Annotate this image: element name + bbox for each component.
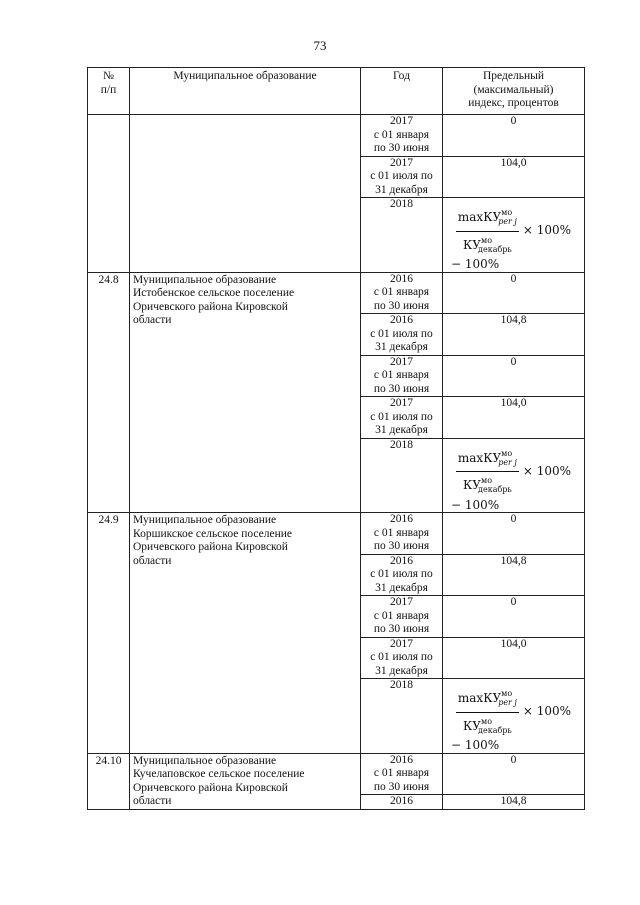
formula <box>443 447 584 497</box>
table-header-row <box>88 68 585 115</box>
row-number: 24.8 <box>88 272 130 513</box>
fraction <box>456 206 519 256</box>
numerator: maxКУ$^{мо}_{per j}$ <box>456 206 519 232</box>
numerator: maxКУ$^{мо}_{per j}$ <box>456 687 519 713</box>
numerator-sup: мо <box>501 208 513 217</box>
index-value: 0 <box>443 272 585 314</box>
denominator: $КУ^{мо}_{декабрь}$ <box>463 716 512 735</box>
formula-block <box>443 206 584 272</box>
formula-minus: − 100% <box>451 257 500 271</box>
index-table <box>87 67 585 810</box>
fraction <box>456 447 519 497</box>
period-year: 2017 с 01 июля по 31 декабря <box>361 637 443 679</box>
period-year: 2017 с 01 июля по 31 декабря <box>361 156 443 198</box>
period-year: 2017 с 01 января по 30 июня <box>361 355 443 397</box>
index-value: 104,8 <box>443 795 585 810</box>
index-value: 0 <box>443 355 585 397</box>
index-value: 104,0 <box>443 397 585 439</box>
row-number: 24.9 <box>88 513 130 754</box>
period-year: 2017 с 01 июля по 31 декабря <box>361 397 443 439</box>
period-year: 2016 с 01 июля по 31 декабря <box>361 314 443 356</box>
formula <box>443 206 584 256</box>
period-year: 2016 с 01 января по 30 июня <box>361 513 443 555</box>
numerator: maxКУ$^{мо}_{per j}$ <box>456 447 519 473</box>
denominator: $КУ^{мо}_{декабрь}$ <box>463 476 512 494</box>
formula-block <box>443 687 584 753</box>
index-value: 104,0 <box>443 156 585 198</box>
period-year: 2016 с 01 января по 30 июня <box>361 272 443 314</box>
index-value: 0 <box>443 513 585 555</box>
row-number <box>88 115 130 273</box>
index-value: 0 <box>443 753 585 795</box>
header-number: № п/п <box>88 68 130 115</box>
period-year: 2018 <box>361 198 443 273</box>
table-row <box>88 753 585 795</box>
formula-block <box>443 447 584 513</box>
header-year: Год <box>361 68 443 115</box>
formula-minus: − 100% <box>451 497 500 512</box>
index-value <box>443 198 585 273</box>
denominator-sub: декабрь <box>478 244 512 254</box>
municipality-name <box>130 115 361 273</box>
denominator-sup: мо <box>480 716 493 726</box>
table-row <box>88 513 585 555</box>
index-value: 0 <box>443 596 585 638</box>
municipality-name: Муниципальное образование Коршикское сельское поселение Оричевского района Кировской области <box>130 513 361 754</box>
table-body <box>88 115 585 810</box>
formula <box>443 687 584 737</box>
numerator-sup: мо <box>501 448 513 458</box>
period-year: 2016 с 01 января по 30 июня <box>361 753 443 795</box>
denominator-sub: декабрь <box>478 485 512 494</box>
numerator-sub: per j <box>498 457 517 467</box>
numerator-sub: per j <box>498 217 517 226</box>
period-year: 2018 <box>361 679 443 754</box>
formula-minus: − 100% <box>451 738 500 752</box>
index-value: 0 <box>443 115 585 157</box>
header-municipality: Муниципальное образование <box>130 68 361 115</box>
page-number: 73 <box>313 38 327 53</box>
row-number: 24.10 <box>88 753 130 809</box>
period-year: 2017 с 01 января по 30 июня <box>361 596 443 638</box>
municipality-name: Муниципальное образование Кучелаповское сельское поселение Оричевского района Кировской области <box>130 753 361 809</box>
formula-times: × 100% <box>522 704 572 719</box>
denominator-sup: мо <box>480 476 493 485</box>
index-value <box>443 679 585 754</box>
period-year: 2018 <box>361 438 443 513</box>
numerator-sup: мо <box>501 689 513 698</box>
table-row <box>88 115 585 157</box>
numerator-sub: per j <box>498 698 517 707</box>
formula-times: × 100% <box>522 223 572 238</box>
denominator-sup: мо <box>480 235 493 245</box>
header-index: Предельный (максимальный) индекс, процентов <box>443 68 585 115</box>
period-year: 2017 с 01 января по 30 июня <box>361 115 443 157</box>
table-row <box>88 272 585 314</box>
period-year: 2016 с 01 июля по 31 декабря <box>361 554 443 596</box>
formula-times: × 100% <box>522 463 572 478</box>
denominator-sub: декабрь <box>478 725 512 735</box>
fraction <box>456 687 519 737</box>
index-value <box>443 438 585 513</box>
denominator: $КУ^{мо}_{декабрь}$ <box>463 235 512 254</box>
index-value: 104,8 <box>443 314 585 356</box>
period-year: 2016 <box>361 795 443 810</box>
index-value: 104,0 <box>443 637 585 679</box>
municipality-name: Муниципальное образование Истобенское сельское поселение Оричевского района Кировской области <box>130 272 361 513</box>
index-value: 104,8 <box>443 554 585 596</box>
